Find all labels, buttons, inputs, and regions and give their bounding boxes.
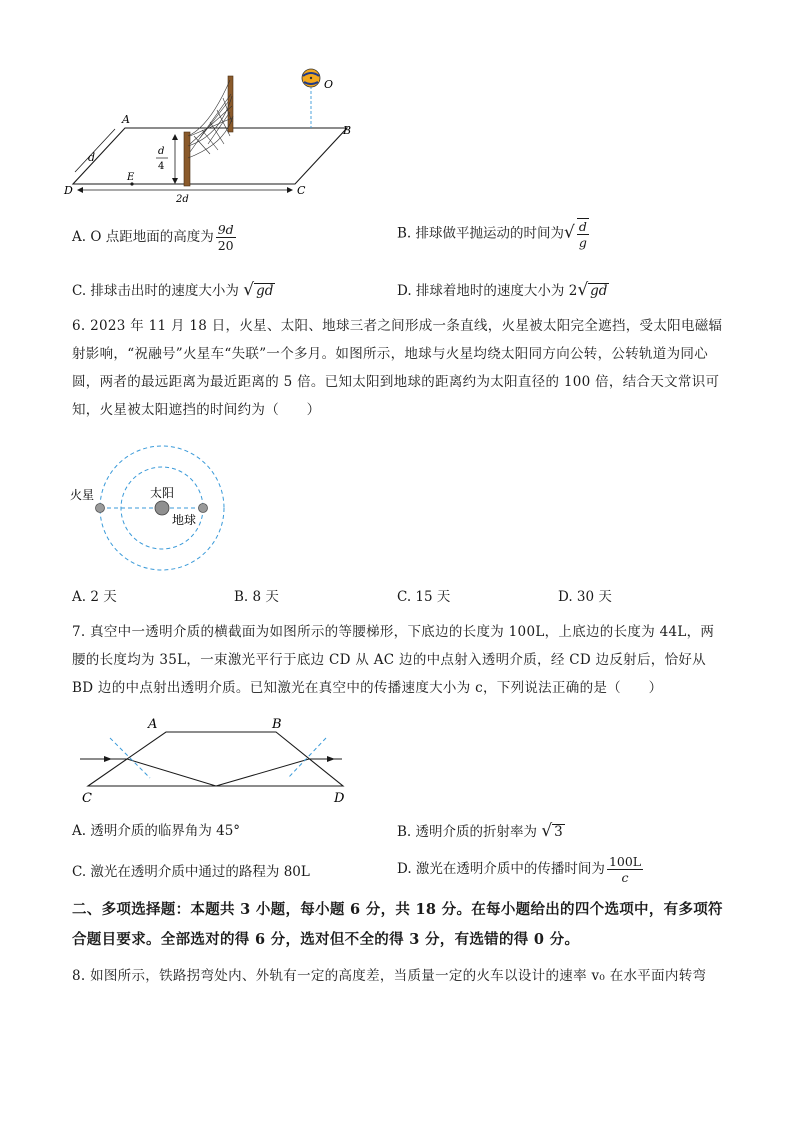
- label-height-den: 4: [158, 161, 165, 172]
- label-width: 2d: [176, 194, 189, 205]
- q6-stem: 6. 2023 年 11 月 18 日，火星、太阳、地球三者之间形成一条直线，火星被太阳完全遮挡，受太阳电磁辐射影响，“祝融号”火星车“失联”一个多月。如图所示，地球与火星均绕太阳同方向公转，公转轨道为同心圆，两者的最远距离为最近距离的 5 倍。已知太阳到地球的距离约为太阳直径的 100 倍，结合天文常识可知，火星被太阳遮挡的时间约为（ ）: [72, 318, 723, 418]
- normal-ac: [110, 738, 150, 778]
- q6-option-c: C. 15 天: [397, 589, 451, 605]
- label-a: A: [122, 113, 130, 126]
- label-earth: 地球: [172, 513, 197, 527]
- internal-ray-2: [216, 759, 309, 786]
- trapezoid-figure: [78, 714, 358, 806]
- label-b: B: [343, 124, 352, 137]
- label-o: O: [324, 78, 334, 91]
- label-d: D: [64, 184, 73, 197]
- sun-dot: [155, 501, 169, 515]
- label-b: B: [272, 717, 282, 732]
- q5-option-d: D. 排球着地时的速度大小为 2√ gd: [397, 280, 608, 300]
- label-sun: 太阳: [150, 486, 175, 500]
- mars-dot: [96, 504, 105, 513]
- q6-option-a: A. 2 天: [72, 589, 117, 605]
- q7-option-b: B. 透明介质的折射率为 √ 3: [397, 821, 563, 841]
- orbit-figure: [66, 442, 246, 578]
- label-height-num: d: [158, 146, 165, 157]
- label-e: E: [127, 172, 135, 183]
- q7-option-a: A. 透明介质的临界角为 45°: [72, 823, 241, 839]
- q6-option-b: B. 8 天: [234, 589, 279, 605]
- label-c: C: [297, 184, 306, 197]
- earth-dot: [199, 504, 208, 513]
- normal-bd: [288, 738, 326, 778]
- label-mars: 火星: [70, 488, 95, 502]
- q7-option-c: C. 激光在透明介质中通过的路程为 80L: [72, 864, 310, 880]
- q5-option-a: A. O 点距地面的高度为 $\frac{9d}{20}$: [72, 222, 234, 253]
- label-c: C: [82, 791, 92, 806]
- q8-stem: 8. 如图所示，铁路拐弯处内、外轨有一定的高度差，当质量一定的火车以设计的速率 v₀ 在水平面内转弯: [72, 968, 707, 984]
- q5-option-c: C. 排球击出时的速度大小为 √ gd: [72, 280, 274, 300]
- q7-stem: 7. 真空中一透明介质的横截面为如图所示的等腰梯形，下底边的长度为 100L，上底边的长度为 44L，两腰的长度均为 35L，一束激光平行于底边 CD 从 AC 边的中点射入透明介质，经 CD 边反射后，恰好从 BD 边的中点射出透明介质。已知激光在真空中的传播速度大小为 c，下列说法正确的是（ ）: [72, 624, 715, 696]
- section-2-heading: 二、多项选择题：本题共 3 小题，每小题 6 分，共 18 分。在每小题给出的四个选项中，有多项符合题目要求。全部选对的得 6 分，选对但不全的得 3 分，有选错的得 0 分。: [72, 901, 723, 948]
- label-depth: d: [88, 151, 96, 164]
- internal-ray-1: [127, 759, 216, 786]
- label-d: D: [334, 791, 345, 806]
- net-mesh: [188, 80, 233, 158]
- court-outline: [73, 128, 347, 184]
- net-post-front: [184, 132, 190, 186]
- q6-option-d: D. 30 天: [558, 589, 612, 605]
- q7-option-d: D. 激光在透明介质中的传播时间为 $\frac{100L}{c}$: [397, 854, 642, 885]
- q5-option-b: B. 排球做平抛运动的时间为√ $\frac{d}{g}$: [397, 219, 587, 250]
- label-a: A: [148, 717, 158, 732]
- volleyball-court-figure: [60, 66, 360, 206]
